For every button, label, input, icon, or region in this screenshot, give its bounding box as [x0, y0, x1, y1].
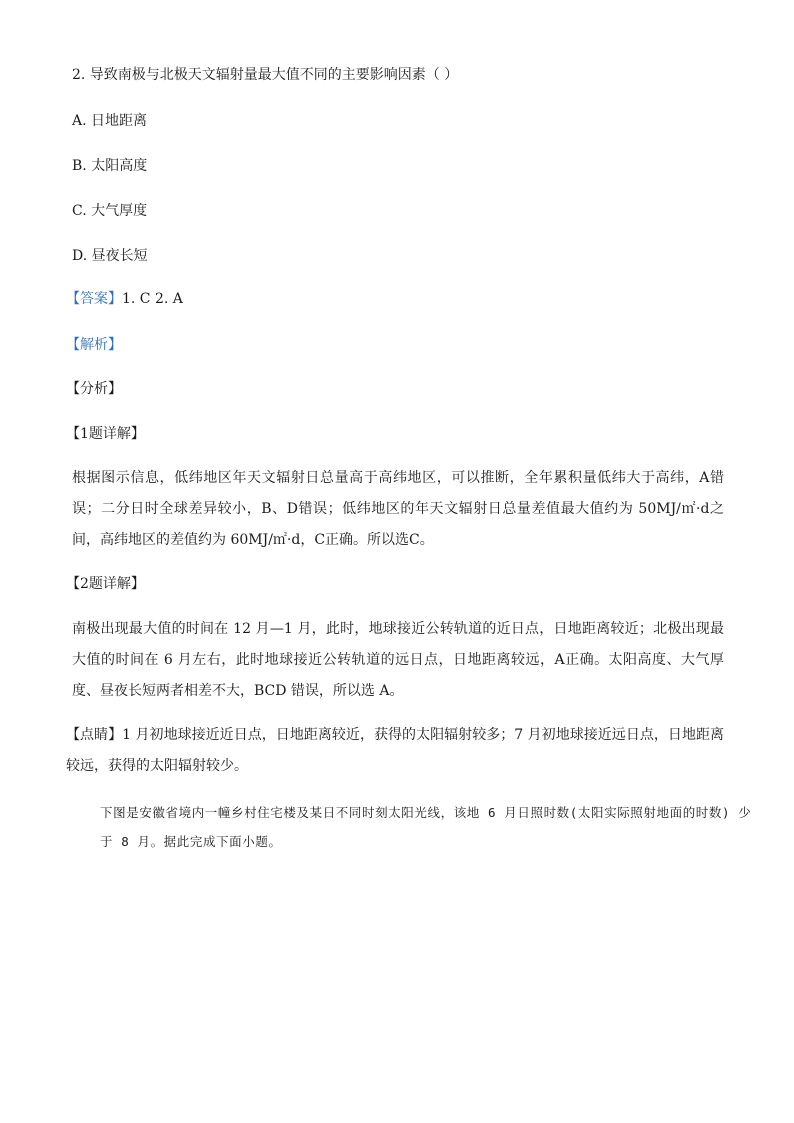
dianjing-text: 1 月初地球接近近日点，日地距离较近，获得的太阳辐射较多；7 月初地球接近远日点，日地距离较远，获得的太阳辐射较少。 — [66, 727, 725, 774]
option-d: D. 昼夜长短 — [72, 248, 148, 264]
answer-text: 1. C 2. A — [122, 291, 183, 307]
q2-explanation: 南极出现最大值的时间在 12 月—1 月，此时，地球接近公转轨道的近日点，日地距离较近；北极出现最大值的时间在 6 月左右，此时地球接近公转轨道的远日点，日地距离较远，A正确。太阳高度、大气厚度、昼夜长短两者相差不大，BCD 错误，所以选 A。 — [72, 621, 724, 699]
q1-explanation: 根据图示信息，低纬地区年天文辐射日总量高于高纬地区，可以推断，全年累积量低纬大于高纬，A错误；二分日时全球差异较小，B、D错误；低纬地区的年天文辐射日总量差值最大值约为 50MJ/㎡·d之间，高纬地区的差值约为 60MJ/㎡·d，C正确。所以选C。 — [72, 470, 724, 548]
question-stem: 2. 导致南极与北极天文辐射量最大值不同的主要影响因素（ ） — [72, 67, 459, 83]
option-c: C. 大气厚度 — [72, 203, 148, 219]
q2-heading: 【2题详解】 — [66, 576, 145, 592]
answer-tag: 【答案】 — [66, 291, 122, 307]
option-b: B. 太阳高度 — [72, 158, 148, 174]
dianjing-block — [66, 720, 724, 782]
next-question-intro: 下图是安徽省境内一幢乡村住宅楼及某日不同时刻太阳光线，该地 6 月日照时数(太阳实际照射地面的时数) 少于 8 月。据此完成下面小题。 — [100, 805, 752, 849]
q1-heading: 【1题详解】 — [66, 426, 145, 442]
dianjing-tag: 【点睛】 — [66, 727, 123, 743]
option-a: A. 日地距离 — [72, 113, 148, 129]
jiexi-heading: 【解析】 — [66, 337, 122, 353]
fenxi-heading: 【分析】 — [66, 381, 122, 397]
answer-line — [66, 290, 183, 308]
